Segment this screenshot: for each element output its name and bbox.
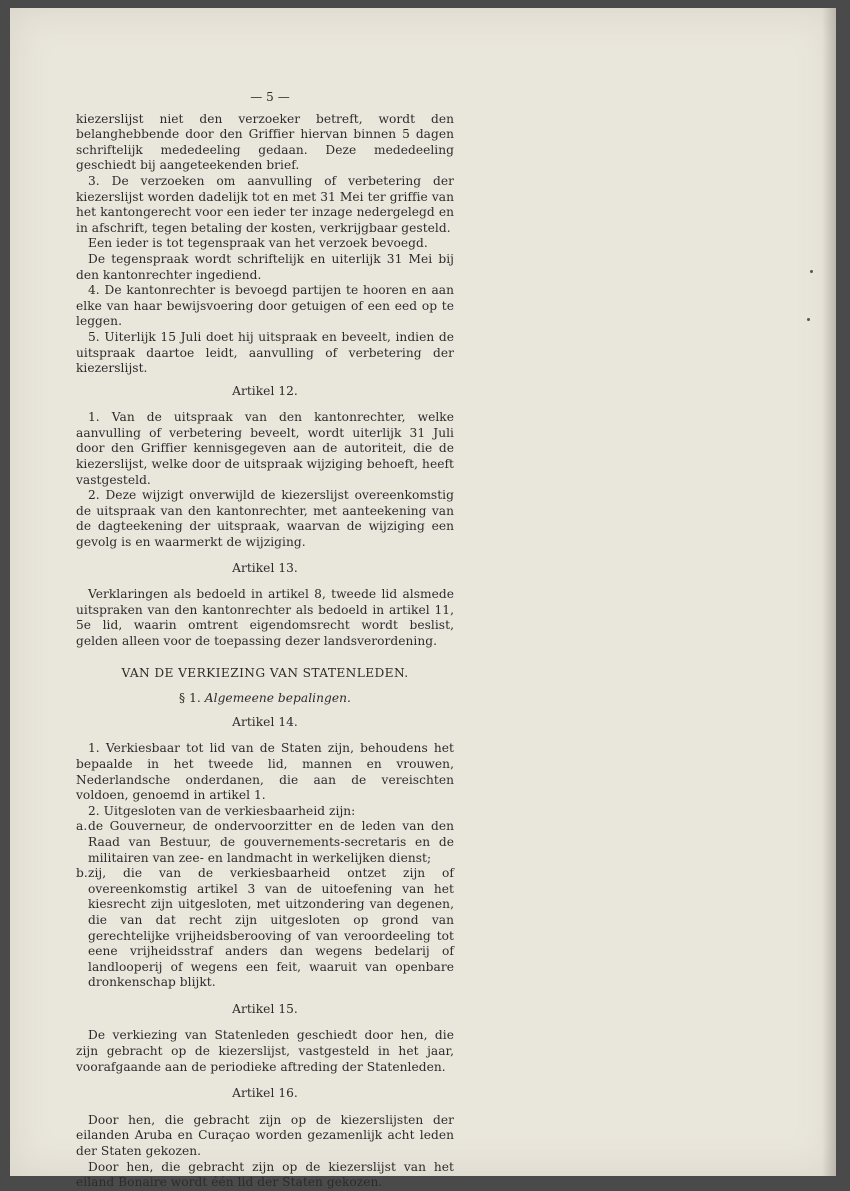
paragraph-sign: § 1. <box>179 691 201 706</box>
paper-speck <box>810 270 813 273</box>
page-number: — 5 — <box>250 90 290 104</box>
paragraph: Door hen, die gebracht zijn op de kiezerslijsten der eilanden Aruba en Curaçao worden gezamenlijk acht leden der Staten gekozen. <box>76 1112 454 1159</box>
page-edge-shadow <box>822 8 836 1176</box>
list-item-text: zij, die van de verkiesbaarheid ontzet zijn of overeenkomstig artikel 3 van de uitoefening van het kiesrecht zijn uitgesloten, met uitzondering van degenen, die van dat recht zijn uitgesloten op grond van gerechtelijke vrijheidsberooving of van veroordeeling tot eene vrijheidsstraf anders dan wegens bedelarij of landlooperij of wegens een feit, waaruit van openbare dronkenschap blijkt. <box>88 866 454 990</box>
paragraph: 5. Uiterlijk 15 Juli doet hij uitspraak en beveelt, indien de uitspraak daartoe leidt, aanvulling of verbetering der kiezerslijst. <box>76 329 454 376</box>
paragraph: 1. Verkiesbaar tot lid van de Staten zijn, behoudens het bepaalde in het tweede lid, mannen en vrouwen, Nederlandsche onderdanen, die aan de vereischten voldoen, genoemd in artikel 1. <box>76 741 454 803</box>
article-heading: Artikel 12. <box>232 383 298 398</box>
list-marker: b. <box>76 866 88 881</box>
paper-speck <box>807 318 810 321</box>
list-item-text: de Gouverneur, de ondervoorzitter en de leden van den Raad van Bestuur, de gouvernements-secretaris en de militairen van zee- en landmacht in werkelijken dienst; <box>88 819 454 865</box>
subsection-heading <box>76 691 454 707</box>
paragraph: Door hen, die gebracht zijn op de kiezerslijst van het eiland Bonaire wordt één lid der Staten gekozen. <box>76 1159 454 1190</box>
article-heading: Artikel 14. <box>232 714 298 729</box>
list-item <box>76 819 454 866</box>
article-heading: Artikel 13. <box>232 560 298 575</box>
document-body <box>76 90 454 1191</box>
paragraph: 2. Deze wijzigt onverwijld de kiezerslijst overeenkomstig de uitspraak van den kantonrechter, met aanteekening van de dagteekening der uitspraak, waarvan de wijziging een gevolg is en waarmerkt de wijziging. <box>76 488 454 550</box>
list-marker: a. <box>76 819 88 834</box>
subsection-title: Algemeene bepalingen. <box>204 691 351 706</box>
article-heading: Artikel 16. <box>232 1086 298 1101</box>
document-page <box>10 8 836 1190</box>
article-heading: Artikel 15. <box>232 1001 298 1016</box>
paragraph: Een ieder is tot tegenspraak van het verzoek bevoegd. <box>88 236 428 251</box>
paragraph: De verkiezing van Statenleden geschiedt door hen, die zijn gebracht op de kiezerslijst, vastgesteld in het jaar, voorafgaande aan de periodieke aftreding der Statenleden. <box>76 1028 454 1074</box>
paragraph: 3. De verzoeken om aanvulling of verbetering der kiezerslijst worden dadelijk tot en met 31 Mei ter griffie van het kantongerecht voor een ieder ter inzage nedergelegd en in afschrift, tegen betaling der kosten, verkrijgbaar gesteld. <box>76 173 454 235</box>
section-heading: VAN DE VERKIEZING VAN STATENLEDEN. <box>121 665 409 680</box>
paragraph: De tegenspraak wordt schriftelijk en uiterlijk 31 Mei bij den kantonrechter ingediend. <box>76 251 454 282</box>
paragraph: Verklaringen als bedoeld in artikel 8, tweede lid alsmede uitspraken van den kantonrechter als bedoeld in artikel 11, 5e lid, waarin omtrent eigendomsrecht wordt beslist, gelden alleen voor de toepassing dezer landsverordening. <box>76 587 454 648</box>
paragraph: kiezerslijst niet den verzoeker betreft, wordt den belanghebbende door den Griffier hiervan binnen 5 dagen schriftelijk mededeeling gedaan. Deze mededeeling geschiedt bij aangeteekenden brief. <box>76 111 454 173</box>
paragraph: 4. De kantonrechter is bevoegd partijen te hooren en aan elke van haar bewijsvoering door getuigen of een eed op te leggen. <box>76 283 454 329</box>
paragraph: 2. Uitgesloten van de verkiesbaarheid zijn: <box>88 803 356 818</box>
list-item <box>76 866 454 991</box>
paragraph: 1. Van de uitspraak van den kantonrechter, welke aanvulling of verbetering beveelt, wordt uiterlijk 31 Juli door den Griffier kennisgegeven aan de autoriteit, die de kiezerslijst, welke door de uitspraak wijziging behoeft, heeft vastgesteld. <box>76 410 454 487</box>
